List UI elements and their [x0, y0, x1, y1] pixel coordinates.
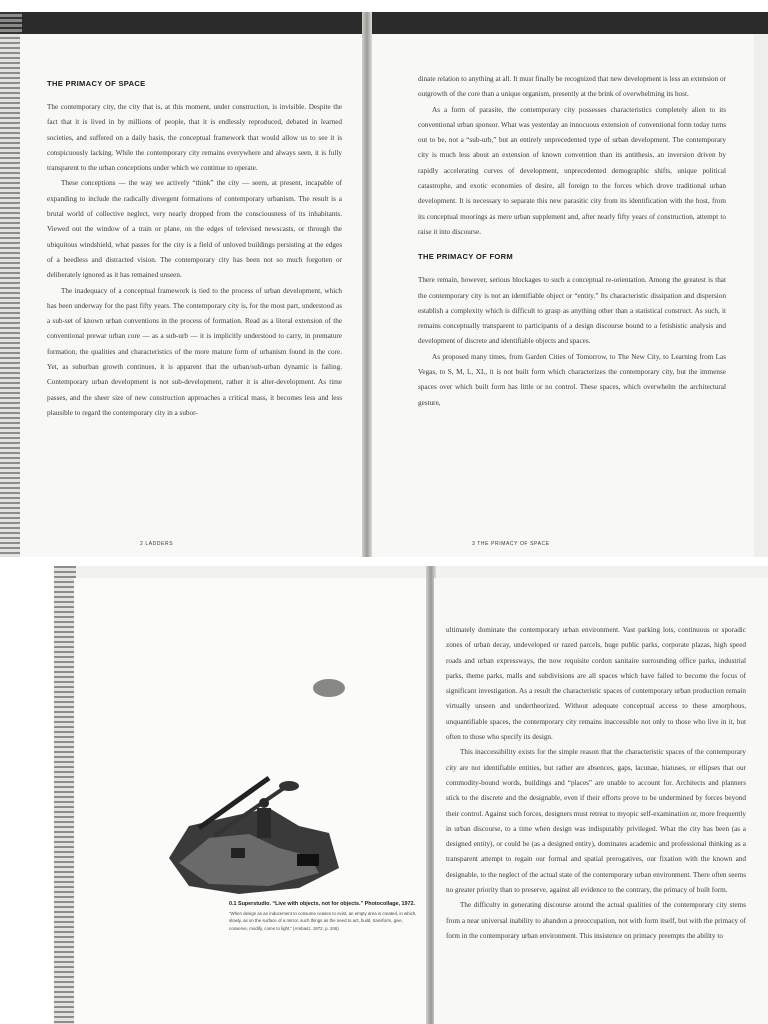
page-2	[20, 34, 365, 557]
spiral-binding-left	[54, 566, 76, 1024]
paragraph: ultimately dominate the contemporary urban environment. Vast parking lots, continuous or sporadic zones of urban decay, undeveloped or razed parcels, huge public parks, corporate plazas, high speed roads and urban expressways, the now requisite cordon sanitaire surrounding office parks, industrial parks, theme parks, malls and subdivisions are all spaces which have failed to become the focus of significant investigation. As a result the characteristic spaces of contemporary urban production remain virtually unseen and undertheorized. Without adequate conceptual access to these amorphous, unquantifiable spaces, the contemporary city remains inaccessible not only to those who live in it, but often to those who specify its design.	[446, 626, 746, 742]
scan-top-edge	[0, 12, 768, 34]
page-3	[372, 34, 754, 557]
heading-primacy-of-space: THE PRIMACY OF SPACE	[47, 79, 146, 88]
superstudio-photocollage-image	[129, 658, 409, 918]
page-folio: 2 LADDERS	[140, 541, 174, 547]
book-spread-bottom	[54, 566, 768, 1024]
paragraph: The difficulty in generating discourse around the actual qualities of the contemporary city stems from a near universal inability to abandon a preoccupation, not with form itself, but with the primacy of form in the contemporary urban environment. This insistence on primacy preempts the ability to	[446, 901, 746, 940]
paragraph: The inadequacy of a conceptual framework is tied to the process of urban development, which has been underway for the past fifty years. The contemporary city is, for the most part, understood as a sub-set of known urban conventions in the process of formation. Read as a literal extension of the conventional prewar urban core — as a sub-urb — it is implicitly understood to carry, in premature formation, the qualities and characteristics of the more mature form of urbanism found in the core. Yet, as suburban growth continues, it is apparent that the urban/sub-urban dynamic is failing. Contemporary urban development is not sub-development, rather it is alter-development. As time passes, and the sheer size of new construction approaches a critical mass, it becomes less and less plausible to regard the contemporary city in a subor-	[47, 286, 342, 417]
paragraph: dinate relation to anything at all. It must finally be recognized that new development is less an extension or outgrowth of the core than a unique organism, presently at the brink of overwhelming its host.	[418, 75, 726, 99]
paragraph: The contemporary city, the city that is, at this moment, under construction, is invisible. Despite the fact that it is lived in by millions of people, that it is endlessly reproduced, debated in learned societies, and suffered on a daily basis, the conceptual framework that would allow us to see it is conspicuously lacking. While the contemporary city remains everywhere and always seen, it is fully transparent to the urban conceptions under which we continue to operate.	[47, 103, 342, 173]
paragraph: There remain, however, serious blockages to such a conceptual re-orientation. Among the greatest is that the contemporary city is not an identifiable object or “entity.” Its characteristic dissipation and dispersion establish a complexity which is difficult to grasp as anything other than a statistical construct. As such, it remains conceptually transparent to participants of a design discourse bound to a fetishistic analysis and development of discrete and identifiable objects and spaces.	[418, 276, 726, 346]
book-gutter	[362, 12, 372, 557]
paragraph: These conceptions — the way we actively “think” the city — seem, at present, incapable of expanding to include the radically divergent formations of contemporary urbanism. The result is a brutal world of collective neglect, very nearly dropped from the consciousness of its inhabitants. Viewed out the window of a train or plane, on the edges of televised newscasts, or through the ubiquitous windshield, what passes for the city is a field of unloved buildings persisting at the edges of a heedless and distracted vision. The contemporary city has been not so much forgotten or deliberately ignored as it has remained unseen.	[47, 179, 342, 280]
caption-body: “When design as an inducement to consume ceases to exist, an empty area is created, in which, slowly, as on the surface of a mirror, such things as the need to act, build, transform, give, conserve, modify, come to light.” (Ambasz, 1972, p. 246)	[229, 911, 417, 931]
caption-title: 0.1 Superstudio. “Live with objects, not for objects.” Photocollage, 1972.	[229, 901, 416, 907]
figure-caption	[229, 900, 419, 932]
page-4	[74, 578, 429, 1024]
spiral-binding-left	[0, 12, 22, 557]
page-folio: 3 THE PRIMACY OF SPACE	[472, 541, 550, 547]
paragraph: This inaccessibility exists for the simple reason that the characteristic spaces of the contemporary city are not identifiable entities, but rather are absences, gaps, lacunae, hiatuses, or ellipses that our commodity-bound words, buildings and “places” are unable to account for. Architects and planners stick to the discrete and the designable, even if their efforts prove to be undermined by forces beyond their control. Against such forces, designers must retreat to myopic self-examination or, more frequently in urban discourse, to a time when design was indisputably privileged. What the city has been (as a designed entity), or could be (as a designed entity), dominates academic and professional thinking as a transparent attempt to regain our formal and spatial prerogatives, our fixation with the known and designable, to the neglect of the actual state of the contemporary urban environment. There often seems no greater priority than to preserve, against all evidence to the contrary, the primacy of built form.	[446, 748, 746, 895]
paragraph: As proposed many times, from Garden Cities of Tomorrow, to The New City, to Learning from Las Vegas, to S, M, L, XL, it is not built form which characterizes the contemporary city, but the immense spaces over which built form has little or no control. These spaces, which overwhelm the architectural gesture,	[418, 352, 726, 407]
paragraph: As a form of parasite, the contemporary city possesses characteristics completely alien to its conventional urban sponsor. What was yesterday an innocuous extension of conventional form today turns out to be, not a “sub-urb,” but an entirely unprecedented type of urban development. The contemporary city is much less about an extension of known convention than its antithesis, an inversion driven by rapidly accelerating curves of development, unprecedented demographic shifts, unique political catastrophe, and exotic economies of desire, all foreign to the forces which drove traditional urban development. It is necessary to separate this new parasitic city from its identification with the host, from its conceptual moorings as mere urban supplement and, after nearly fifty years of construction, attempt to raise it into discourse.	[418, 105, 726, 236]
book-spread-top	[0, 12, 768, 557]
page-5	[434, 578, 768, 1024]
heading-primacy-of-form: THE PRIMACY OF FORM	[418, 252, 513, 262]
